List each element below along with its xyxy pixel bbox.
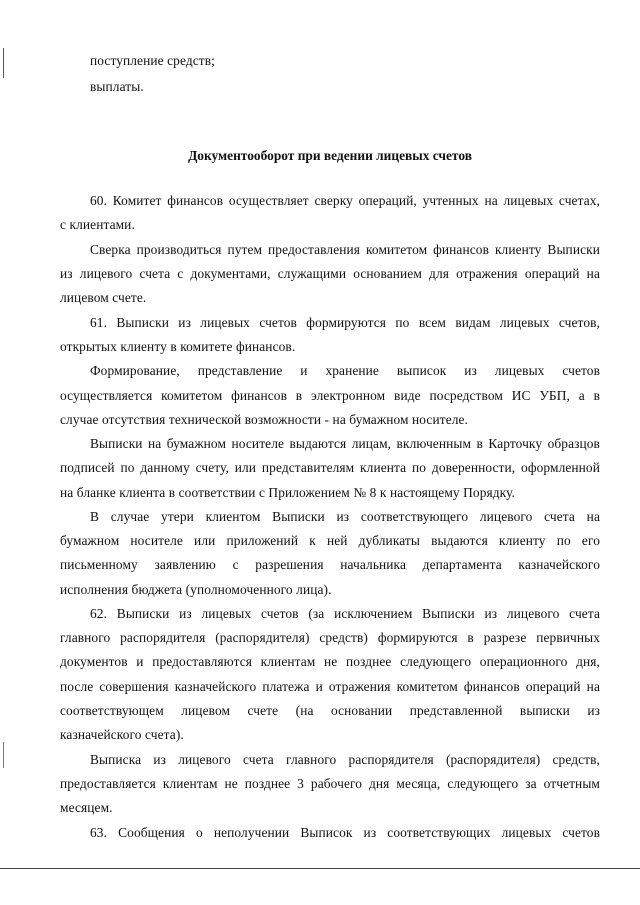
text-line: случае отсутствия технической возможности - на бумажном носителе. bbox=[60, 412, 469, 427]
text-line: из лицевого счета с документами, служащими основанием для отражения операций на bbox=[60, 266, 600, 281]
section-heading: Документооборот при ведении лицевых счетов bbox=[188, 148, 472, 163]
text-line: 61. Выписки из лицевых счетов формируются по всем видам лицевых счетов, bbox=[90, 315, 600, 330]
scan-artifact-line bbox=[0, 868, 640, 869]
text-line: бумажном носителе или приложений к ней дубликаты выдаются клиенту по его bbox=[60, 533, 600, 548]
text-line: поступление средств; bbox=[90, 53, 215, 68]
text-line: осуществляется комитетом финансов в электронном виде посредством ИС УБП, а в bbox=[60, 388, 600, 403]
text-line: предоставляется клиентам не позднее 3 рабочего дня месяца, следующего за отчетным bbox=[60, 776, 600, 791]
text-line: 63. Сообщения о неполучении Выписок из соответствующих лицевых счетов bbox=[90, 825, 600, 840]
text-line: месяцем. bbox=[60, 800, 113, 815]
text-line: 60. Комитет финансов осуществляет сверку операций, учтенных на лицевых счетах, bbox=[90, 193, 600, 208]
text-line: на бланке клиента в соответствии с Приложением № 8 к настоящему Порядку. bbox=[60, 485, 515, 500]
text-line: 62. Выписки из лицевых счетов (за исключением Выписки из лицевого счета bbox=[90, 606, 600, 621]
text-line: после совершения казначейского платежа и отражения комитетом финансов операций на bbox=[60, 679, 600, 694]
text-line: Выписки на бумажном носителе выдаются лицам, включенным в Карточку образцов bbox=[90, 436, 600, 451]
scan-artifact-mark bbox=[3, 742, 4, 768]
text-line: письменному заявлению с разрешения начальника департамента казначейского bbox=[60, 557, 600, 572]
text-line: документов и предоставляются клиентам не позднее следующего операционного дня, bbox=[60, 654, 600, 669]
text-line: Формирование, представление и хранение выписок из лицевых счетов bbox=[90, 363, 600, 378]
text-line: с клиентами. bbox=[60, 217, 135, 232]
text-line: открытых клиенту в комитете финансов. bbox=[60, 339, 296, 354]
scan-artifact-mark bbox=[3, 48, 4, 78]
text-line: главного распорядителя (распорядителя) средств) формируются в разрезе первичных bbox=[60, 630, 600, 645]
text-line: В случае утери клиентом Выписки из соответствующего лицевого счета на bbox=[90, 509, 600, 524]
text-line: соответствующем лицевом счете (на основании представленной выписки из bbox=[60, 703, 600, 718]
text-line: подписей по данному счету, или представителям клиента по доверенности, оформленной bbox=[60, 460, 600, 475]
text-line: Сверка производиться путем предоставления комитетом финансов клиенту Выписки bbox=[90, 242, 600, 257]
text-line: выплаты. bbox=[90, 79, 144, 94]
text-line: исполнения бюджета (уполномоченного лица). bbox=[60, 582, 332, 597]
text-line: казначейского счета). bbox=[60, 727, 184, 742]
text-line: лицевом счете. bbox=[60, 290, 147, 305]
text-line: Выписка из лицевого счета главного распорядителя (распорядителя) средств, bbox=[90, 752, 600, 767]
